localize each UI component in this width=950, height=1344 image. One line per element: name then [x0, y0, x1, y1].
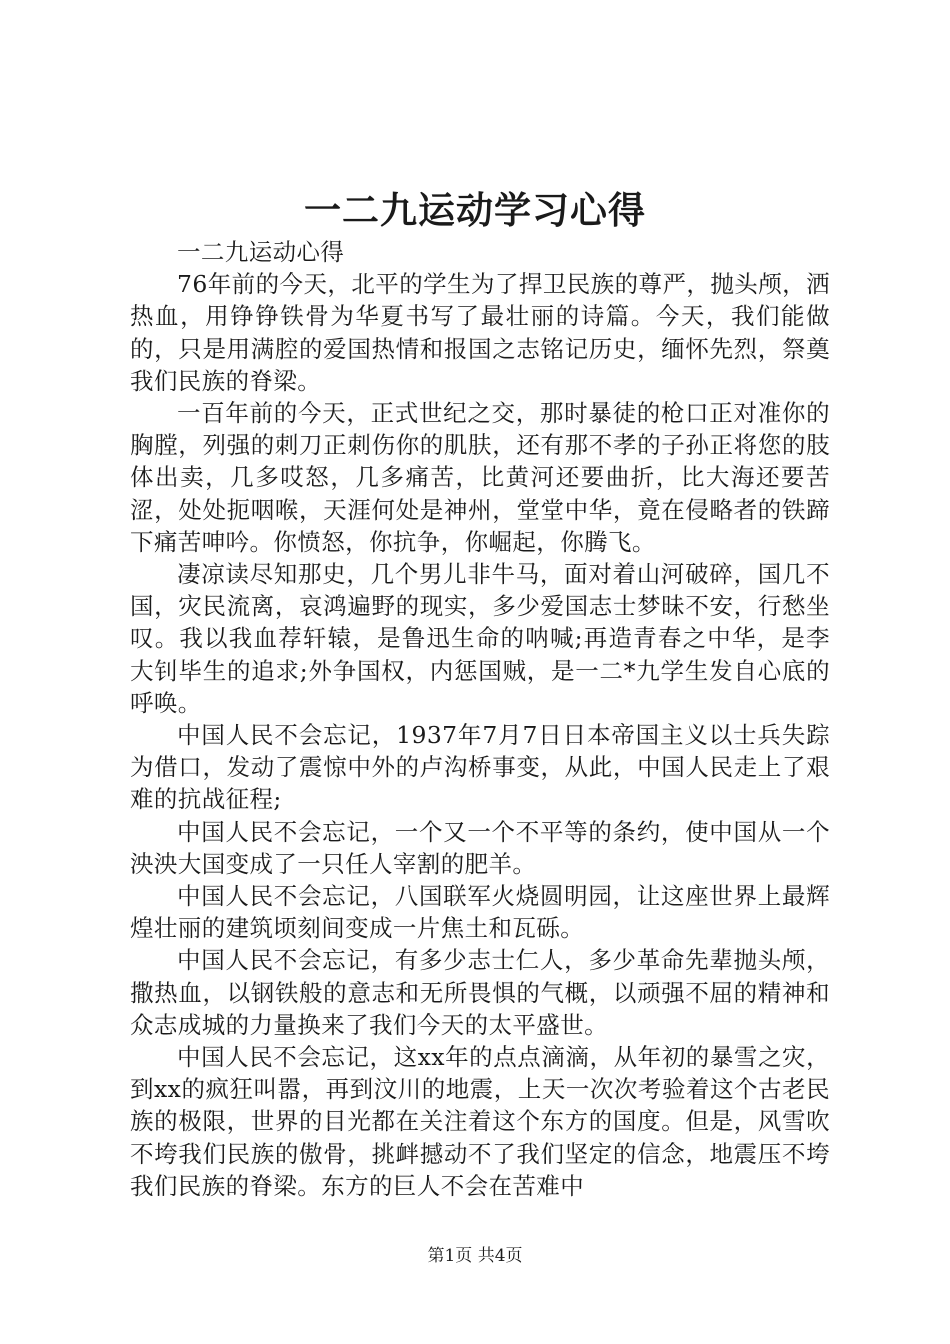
paragraph: 中国人民不会忘记，这xx年的点点滴滴，从年初的暴雪之灾，到xx的疯狂叫嚣，再到汶川的地震，上天一次次考验着这个古老民族的极限，世界的目光都在关注着这个东方的国度。但是，风雪吹不垮我们民族的傲骨，挑衅撼动不了我们坚定的信念，地震压不垮我们民族的脊梁。东方的巨人不会在苦难中 [130, 1043, 830, 1200]
paragraph: 中国人民不会忘记，八国联军火烧圆明园，让这座世界上最辉煌壮丽的建筑顷刻间变成一片焦土和瓦砾。 [130, 882, 830, 943]
document-body [130, 236, 830, 1202]
paragraph: 凄凉读尽知那史，几个男儿非牛马，面对着山河破碎，国几不国，灾民流离，哀鸿遍野的现实，多少爱国志士梦昧不安，行愁坐叹。我以我血荐轩辕，是鲁迅生命的呐喊;再造青春之中华，是李大钊毕生的追求;外争国权，内惩国贼，是一二*九学生发自心底的呼唤。 [130, 560, 830, 717]
document-title: 一二九运动学习心得 [304, 188, 646, 232]
paragraph: 中国人民不会忘记，有多少志士仁人，多少革命先辈抛头颅，撒热血，以钢铁般的意志和无所畏惧的气概，以顽强不屈的精神和众志成城的力量换来了我们今天的太平盛世。 [130, 946, 830, 1039]
paragraph: 一百年前的今天，正式世纪之交，那时暴徒的枪口正对准你的胸膛，列强的刺刀正刺伤你的肌肤，还有那不孝的子孙正将您的肢体出卖，几多哎怒，几多痛苦，比黄河还要曲折，比大海还要苦涩，处处扼咽喉，天涯何处是神州，堂堂中华，竟在侵略者的铁蹄下痛苦呻吟。你愤怒，你抗争，你崛起，你腾飞。 [130, 399, 830, 556]
paragraph: 76年前的今天，北平的学生为了捍卫民族的尊严，抛头颅，洒热血，用铮铮铁骨为华夏书写了最壮丽的诗篇。今天，我们能做的，只是用满腔的爱国热情和报国之志铭记历史，缅怀先烈，祭奠我们民族的脊梁。 [130, 270, 830, 395]
page-number-footer: 第1页 共4页 [427, 1246, 523, 1266]
paragraph: 中国人民不会忘记，一个又一个不平等的条约，使中国从一个泱泱大国变成了一只任人宰割的肥羊。 [130, 817, 830, 878]
paragraph: 中国人民不会忘记，1937年7月7日日本帝国主义以士兵失踪为借口，发动了震惊中外的卢沟桥事变，从此，中国人民走上了艰难的抗战征程; [130, 721, 830, 814]
paragraph-subtitle: 一二九运动心得 [177, 238, 345, 266]
